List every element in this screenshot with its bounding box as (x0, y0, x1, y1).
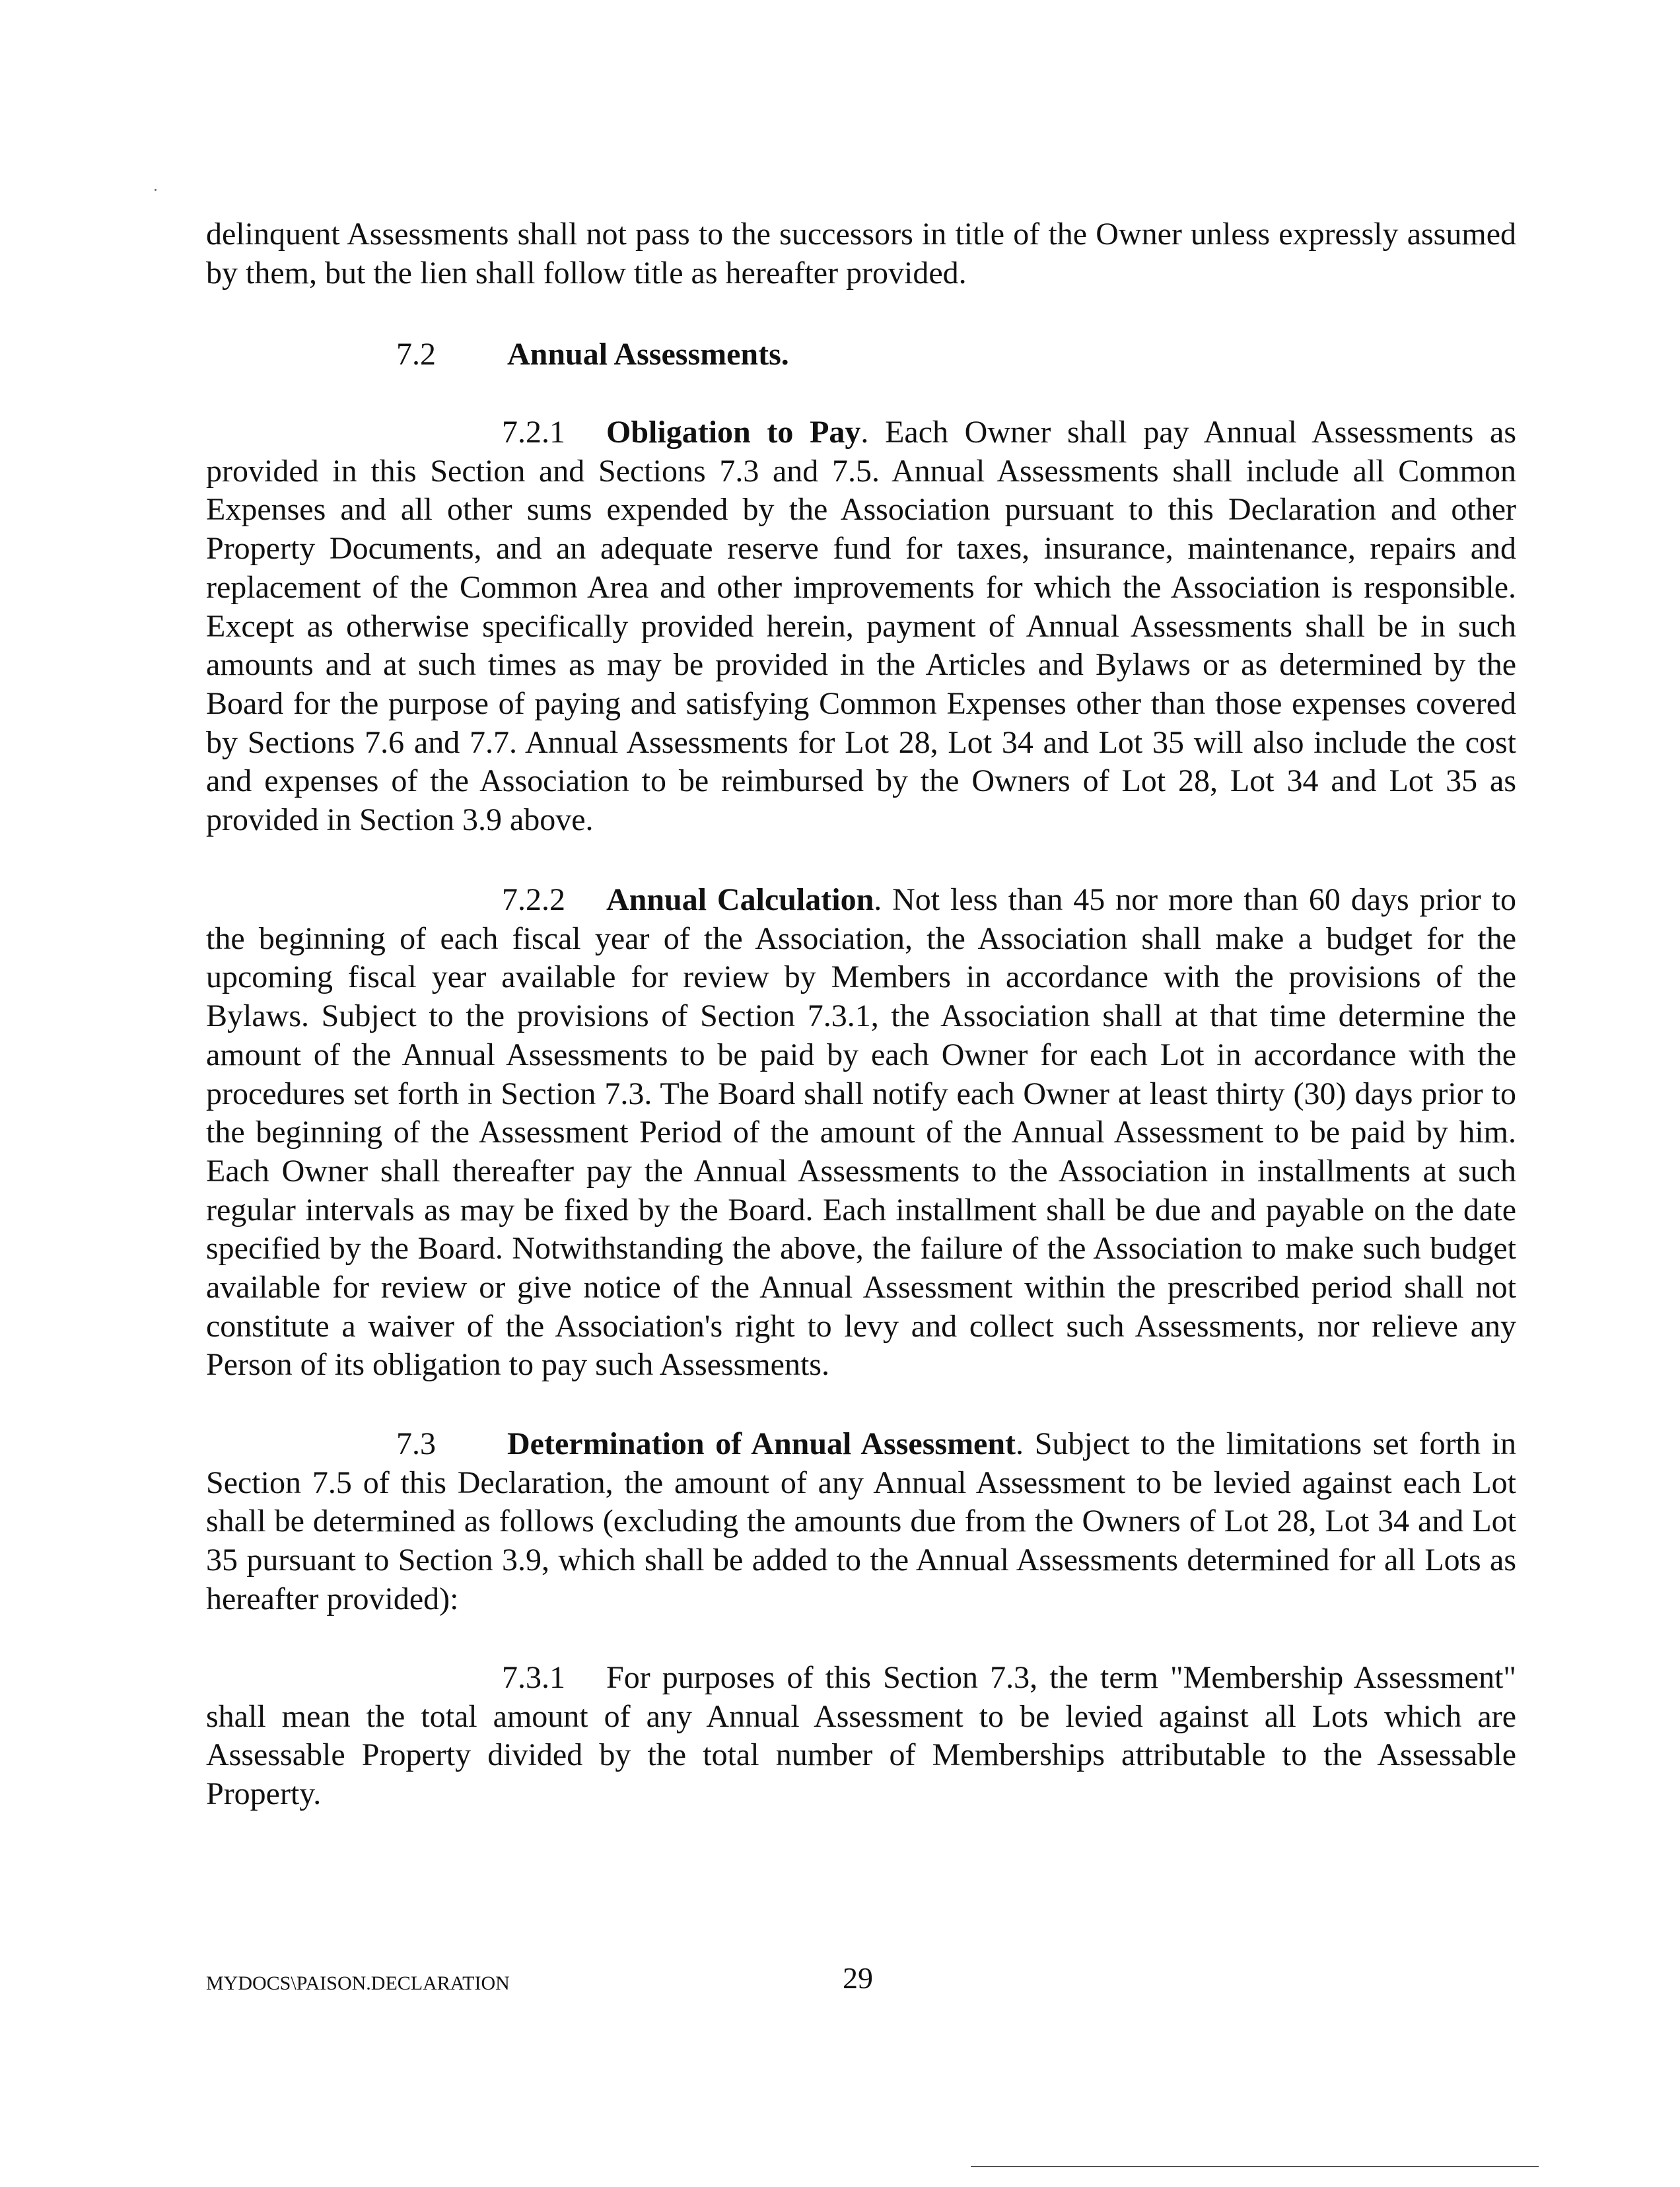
section-heading-7-2 (396, 335, 789, 374)
section-title: Annual Assessments. (507, 337, 789, 372)
section-number: 7.3 (396, 1426, 436, 1461)
section-title: Determination of Annual Assessment (507, 1426, 1016, 1461)
paragraph-7-3-1 (206, 1659, 1516, 1814)
footer-document-path: MYDOCS\PAISON.DECLARATION (206, 1972, 510, 1994)
paragraph-text: For purposes of this Section 7.3, the term "Membership Assessment" shall mean the total amount of any Annual Assessment to be levied against all Lots which are Assessable Property divided by the total number of Memberships attributable to the Assessable Property. (206, 1660, 1516, 1812)
section-number: 7.2.2 (502, 882, 565, 917)
section-number: 7.2.1 (502, 415, 565, 450)
paragraph-text: . Not less than 45 nor more than 60 days prior to the beginning of each fiscal year of the Association, the Association shall make a budget for the upcoming fiscal year available for review by Members in accordance with the provisions of the Bylaws. Subject to the provisions of Section 7.3.1, the Association shall at that time determine the amount of the Annual Assessments to be paid by each Owner for each Lot in accordance with the procedures set forth in Section 7.3. The Board shall notify each Owner at least thirty (30) days prior to the beginning of the Assessment Period of the amount of the Annual Assessment to be paid by him. Each Owner shall thereafter pay the Annual Assessments to the Association in installments at such regular intervals as may be fixed by the Board. Each installment shall be due and payable on the date specified by the Board. Notwithstanding the above, the failure of the Association to make such budget available for review or give notice of the Annual Assessment within the prescribed period shall not constitute a waiver of the Association's right to levy and collect such Assessments, nor relieve any Person of its obligation to pay such Assessments. (206, 882, 1517, 1383)
section-number: 7.3.1 (502, 1660, 565, 1695)
paragraph-text: delinquent Assessments shall not pass to the successors in title of the Owner unless expressly assumed by them, but the lien shall follow title as hereafter provided. (206, 217, 1516, 291)
scan-speck (155, 189, 157, 191)
page-number: 29 (843, 1961, 873, 1995)
paragraph-7-2-2 (206, 881, 1516, 1385)
paragraph-continuation (206, 215, 1516, 293)
section-number: 7.2 (396, 337, 436, 372)
paragraph-7-3 (206, 1425, 1516, 1619)
paragraph-7-2-1 (206, 413, 1516, 840)
paragraph-text: . Each Owner shall pay Annual Assessments as provided in this Section and Sections 7.3 and 7.5. Annual Assessments shall include all Common Expenses and all other sums expended by the Association pursuant to this Declaration and other Property Documents, and an adequate reserve fund for taxes, insurance, maintenance, repairs and replacement of the Common Area and other improvements for which the Association is responsible. Except as otherwise specifically provided herein, payment of Annual Assessments shall be in such amounts and at such times as may be provided in the Articles and Bylaws or as determined by the Board for the purpose of paying and satisfying Common Expenses other than those expenses covered by Sections 7.6 and 7.7. Annual Assessments for Lot 28, Lot 34 and Lot 35 will also include the cost and expenses of the Association to be reimbursed by the Owners of Lot 28, Lot 34 and Lot 35 as provided in Section 3.9 above. (206, 415, 1516, 838)
paragraph-text: . Subject to the limitations set forth in Section 7.5 of this Declaration, the amount of any Annual Assessment to be levied against each Lot shall be determined as follows (excluding the amounts due from the Owners of Lot 28, Lot 34 and Lot 35 pursuant to Section 3.9, which shall be added to the Annual Assessments determined for all Lots as hereafter provided): (206, 1426, 1516, 1616)
section-title: Obligation to Pay (606, 415, 861, 450)
bottom-rule-line (971, 2166, 1539, 2167)
section-title: Annual Calculation (606, 882, 874, 917)
